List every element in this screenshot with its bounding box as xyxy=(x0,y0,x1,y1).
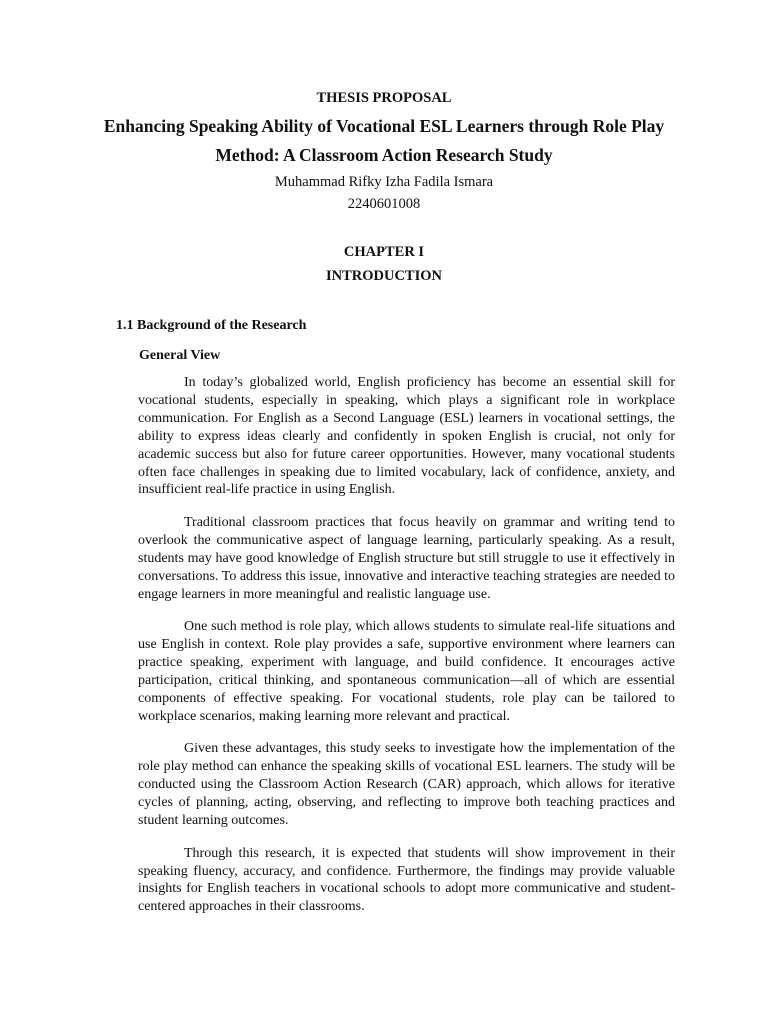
title-line-2: Method: A Classroom Action Research Study xyxy=(215,145,553,165)
body-paragraph: In today’s globalized world, English proficiency has become an essential skill for vocational students, especially in speaking, which plays a significant role in workplace communication. For English as a Second Language (ESL) learners in vocational settings, the ability to express ideas clearly and confidently in spoken English is crucial, not only for academic success but also for future career opportunities. However, many vocational students often face challenges in speaking due to limited vocabulary, lack of confidence, anxiety, and insufficient real-life practice in using English. xyxy=(138,375,675,498)
chapter-number: CHAPTER I xyxy=(343,244,425,260)
author-name: Muhammad Rifky Izha Fadila Ismara xyxy=(274,174,494,190)
body-text xyxy=(138,374,675,931)
student-id: 2240601008 xyxy=(347,196,421,212)
subsection-heading: General View xyxy=(139,348,221,363)
body-paragraph: Given these advantages, this study seeks to investigate how the implementation of the role play method can enhance the speaking skills of vocational ESL learners. The study will be conducted using the Classroom Action Research (CAR) approach, which allows for iterative cycles of planning, acting, observing, and reflecting to improve both teaching practices and student learning outcomes. xyxy=(138,741,675,828)
body-paragraph: Through this research, it is expected that students will show improvement in their speaking fluency, accuracy, and confidence. Furthermore, the findings may provide valuable insights for English teachers in vocational schools to adopt more communicative and student-centered approaches in their classrooms. xyxy=(138,845,675,915)
chapter-title: INTRODUCTION xyxy=(325,268,442,284)
section-heading: 1.1 Background of the Research xyxy=(116,318,307,333)
document-label: THESIS PROPOSAL xyxy=(316,90,452,106)
body-paragraph: One such method is role play, which allows students to simulate real-life situations and use English in context. Role play provides a safe, supportive environment where learners can practice speaking, experiment with language, and build confidence. It encourages active participation, critical thinking, and spontaneous communication—all of which are essential components of effective speaking. For vocational students, role play can be tailored to workplace scenarios, making learning more relevant and practical. xyxy=(138,619,675,724)
title-line-1: Enhancing Speaking Ability of Vocational ESL Learners through Role Play xyxy=(103,116,665,136)
body-paragraph: Traditional classroom practices that focus heavily on grammar and writing tend to overlook the communicative aspect of language learning, particularly speaking. As a result, students may have good knowledge of English structure but still struggle to use it effectively in conversations. To address this issue, innovative and interactive teaching strategies are needed to engage learners in more meaningful and realistic language use. xyxy=(138,515,675,602)
